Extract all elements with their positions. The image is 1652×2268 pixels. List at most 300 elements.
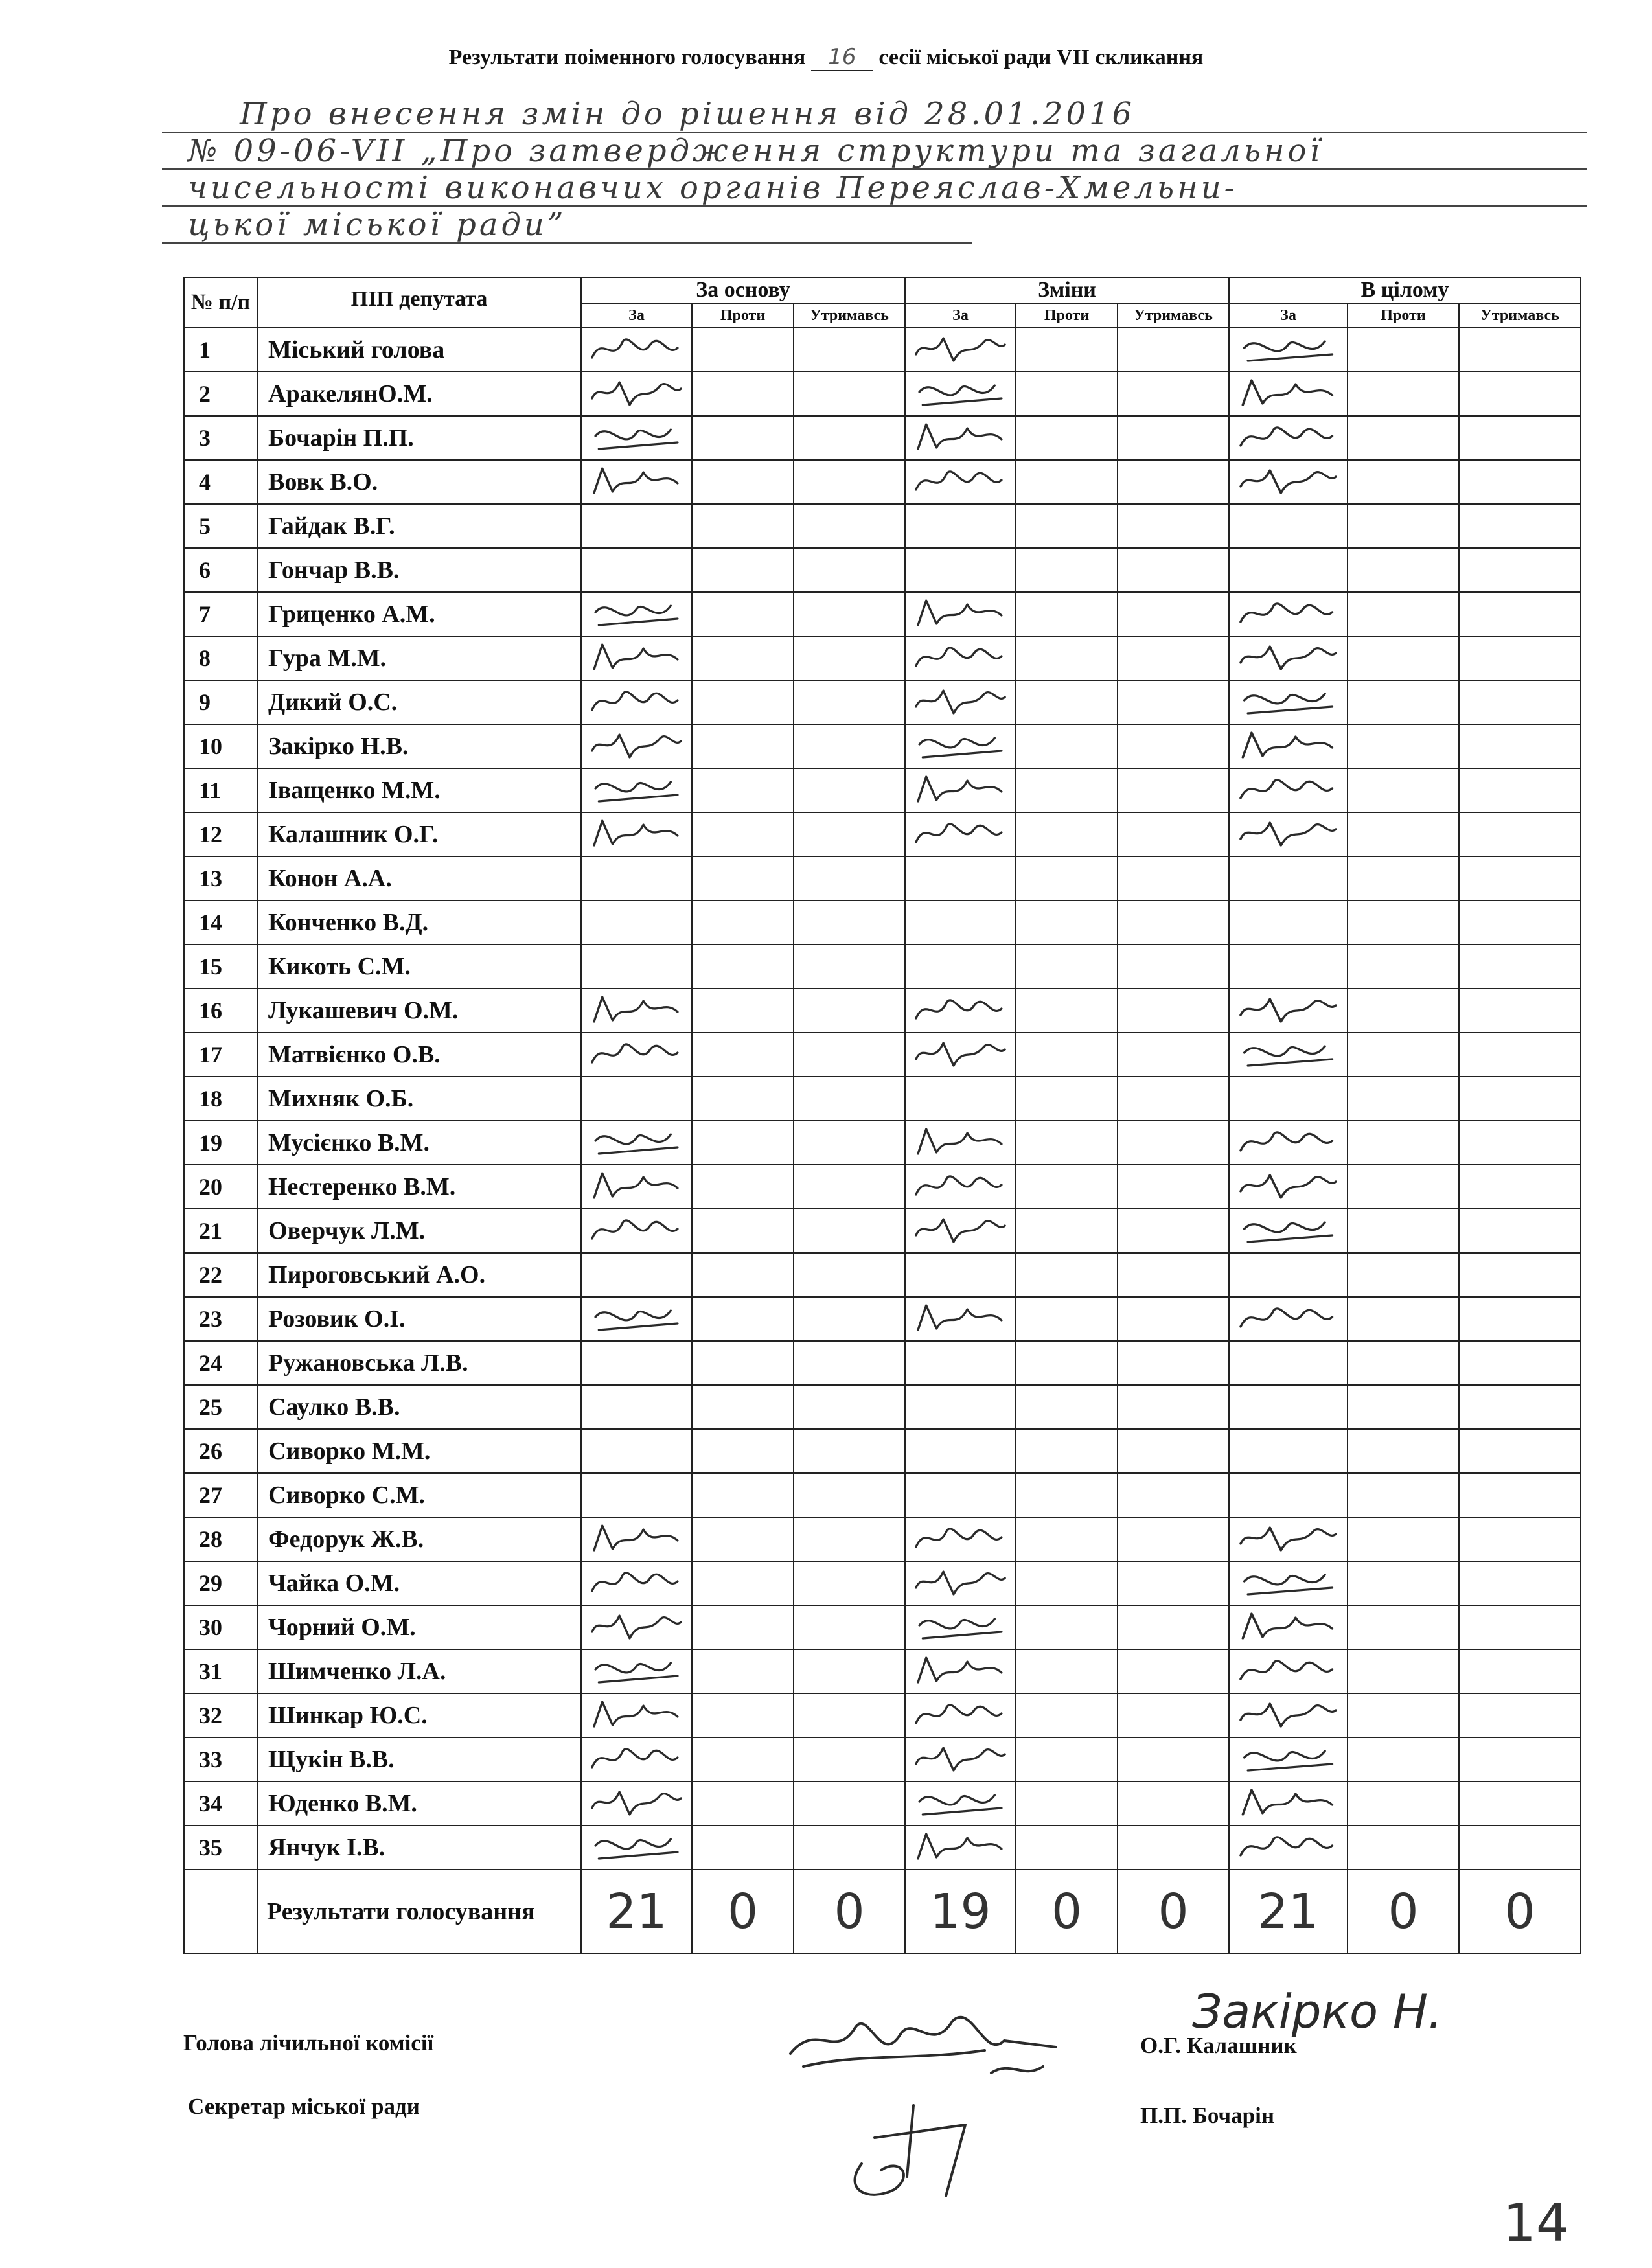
vote-cell-whole-against [1348, 768, 1459, 812]
row-number: 8 [184, 636, 257, 680]
table-row [184, 1693, 1581, 1737]
row-number: 5 [184, 504, 257, 548]
vote-cell-whole-against [1348, 548, 1459, 592]
deputy-name: Лукашевич О.М. [257, 989, 581, 1033]
vote-cell-changes-abstain [1118, 1781, 1229, 1826]
signature-mark [1230, 328, 1347, 371]
signature-mark [1230, 1694, 1347, 1737]
vote-cell-whole-against [1348, 504, 1459, 548]
vote-cell-changes-against [1016, 1077, 1118, 1121]
vote-cell-changes-abstain [1118, 1561, 1229, 1605]
signature-mark [1230, 461, 1347, 503]
signature-mark [582, 593, 691, 636]
signature-mark [1230, 769, 1347, 812]
vote-cell-whole-against [1348, 1561, 1459, 1605]
vote-cell-whole-for [1229, 592, 1348, 636]
vote-cell-changes-against [1016, 328, 1118, 372]
vote-cell-whole-abstain [1459, 1033, 1581, 1077]
vote-cell-whole-against [1348, 1737, 1459, 1781]
deputy-name: Ружановська Л.В. [257, 1341, 581, 1385]
vote-cell-changes-abstain [1118, 856, 1229, 900]
vote-cell-whole-against [1348, 416, 1459, 460]
deputy-name: Шимченко Л.А. [257, 1649, 581, 1693]
signature-mark [906, 1518, 1015, 1561]
vote-cell-whole-abstain [1459, 1341, 1581, 1385]
vote-cell-changes-against [1016, 416, 1118, 460]
deputy-name: Закірко Н.В. [257, 724, 581, 768]
vote-cell-changes-abstain [1118, 1033, 1229, 1077]
vote-cell-whole-abstain [1459, 1165, 1581, 1209]
vote-cell-basis-against [692, 1253, 794, 1297]
table-row [184, 900, 1581, 945]
vote-cell-changes-against [1016, 372, 1118, 416]
vote-cell-whole-abstain [1459, 416, 1581, 460]
vote-cell-whole-abstain [1459, 1517, 1581, 1561]
vote-cell-changes-abstain [1118, 724, 1229, 768]
vote-cell-whole-against [1348, 1385, 1459, 1429]
vote-cell-basis-for [581, 1385, 692, 1429]
vote-cell-basis-for [581, 504, 692, 548]
vote-cell-changes-against [1016, 1737, 1118, 1781]
vote-cell-basis-against [692, 1826, 794, 1870]
vote-cell-basis-abstain [794, 1517, 905, 1561]
vote-cell-changes-for [905, 1385, 1016, 1429]
signature-mark [582, 1562, 691, 1605]
vote-cell-whole-abstain [1459, 1561, 1581, 1605]
vote-cell-basis-abstain [794, 812, 905, 856]
vote-cell-basis-for [581, 900, 692, 945]
table-row [184, 856, 1581, 900]
vote-cell-changes-abstain [1118, 1737, 1229, 1781]
vote-cell-basis-for [581, 1826, 692, 1870]
row-number: 28 [184, 1517, 257, 1561]
secretary-signature [836, 2099, 991, 2203]
vote-cell-whole-for [1229, 1297, 1348, 1341]
table-row [184, 1297, 1581, 1341]
vote-cell-changes-for [905, 1121, 1016, 1165]
vote-cell-whole-for [1229, 460, 1348, 504]
row-number: 2 [184, 372, 257, 416]
vote-cell-basis-abstain [794, 1341, 905, 1385]
row-number: 6 [184, 548, 257, 592]
vote-cell-basis-abstain [794, 1473, 905, 1517]
vote-cell-basis-abstain [794, 1033, 905, 1077]
vote-cell-whole-against [1348, 1297, 1459, 1341]
vote-cell-whole-against [1348, 900, 1459, 945]
vote-cell-changes-against [1016, 1693, 1118, 1737]
vote-cell-whole-abstain [1459, 1121, 1581, 1165]
vote-cell-changes-abstain [1118, 1209, 1229, 1253]
vote-cell-basis-abstain [794, 768, 905, 812]
vote-cell-basis-abstain [794, 416, 905, 460]
vote-cell-basis-for [581, 856, 692, 900]
vote-cell-basis-against [692, 1473, 794, 1517]
vote-cell-basis-for [581, 1209, 692, 1253]
vote-cell-basis-for [581, 328, 692, 372]
vote-cell-whole-abstain [1459, 812, 1581, 856]
vote-cell-changes-for [905, 1561, 1016, 1605]
table-row [184, 724, 1581, 768]
signature-mark [906, 813, 1015, 856]
row-number: 10 [184, 724, 257, 768]
vote-cell-whole-for [1229, 504, 1348, 548]
vote-cell-whole-against [1348, 592, 1459, 636]
vote-cell-basis-abstain [794, 328, 905, 372]
vote-cell-basis-abstain [794, 1605, 905, 1649]
signature-mark [1230, 372, 1347, 415]
row-number: 20 [184, 1165, 257, 1209]
vote-cell-basis-against [692, 989, 794, 1033]
vote-cell-whole-against [1348, 1517, 1459, 1561]
vote-cell-changes-abstain [1118, 592, 1229, 636]
vote-cell-basis-abstain [794, 1253, 905, 1297]
deputy-name: Щукін В.В. [257, 1737, 581, 1781]
page-number: 14 [1503, 2193, 1569, 2253]
subheader-for: За [581, 303, 692, 328]
vote-cell-basis-against [692, 504, 794, 548]
signature-mark [1230, 1650, 1347, 1693]
table-row [184, 328, 1581, 372]
vote-cell-basis-abstain [794, 945, 905, 989]
table-row [184, 680, 1581, 724]
vote-cell-changes-against [1016, 504, 1118, 548]
signature-mark [1230, 1782, 1347, 1825]
row-number: 14 [184, 900, 257, 945]
vote-cell-whole-against [1348, 1077, 1459, 1121]
vote-cell-basis-for [581, 1693, 692, 1737]
vote-cell-basis-for [581, 1561, 692, 1605]
vote-cell-whole-for [1229, 1517, 1348, 1561]
deputy-name: Оверчук Л.М. [257, 1209, 581, 1253]
signature-mark [582, 1694, 691, 1737]
vote-cell-basis-for [581, 1605, 692, 1649]
table-row [184, 1033, 1581, 1077]
row-number: 3 [184, 416, 257, 460]
vote-cell-changes-against [1016, 548, 1118, 592]
row-number: 15 [184, 945, 257, 989]
vote-cell-whole-abstain [1459, 768, 1581, 812]
row-number: 25 [184, 1385, 257, 1429]
roll-call-table [183, 277, 1581, 1954]
vote-cell-whole-abstain [1459, 856, 1581, 900]
vote-cell-whole-abstain [1459, 1781, 1581, 1826]
row-number: 11 [184, 768, 257, 812]
vote-cell-changes-against [1016, 1429, 1118, 1473]
vote-cell-whole-for [1229, 1165, 1348, 1209]
vote-cell-basis-against [692, 1561, 794, 1605]
deputy-name: Гура М.М. [257, 636, 581, 680]
vote-cell-basis-abstain [794, 592, 905, 636]
vote-cell-basis-against [692, 460, 794, 504]
vote-cell-basis-abstain [794, 548, 905, 592]
vote-cell-basis-against [692, 1341, 794, 1385]
vote-cell-basis-abstain [794, 1826, 905, 1870]
vote-cell-changes-for [905, 1517, 1016, 1561]
vote-cell-basis-abstain [794, 1649, 905, 1693]
vote-cell-changes-abstain [1118, 1165, 1229, 1209]
vote-cell-whole-abstain [1459, 1429, 1581, 1473]
vote-cell-whole-abstain [1459, 1473, 1581, 1517]
signature-mark [1230, 417, 1347, 459]
vote-cell-whole-against [1348, 1033, 1459, 1077]
signature-mark [906, 328, 1015, 371]
vote-cell-changes-for [905, 1605, 1016, 1649]
signature-mark [906, 593, 1015, 636]
table-row [184, 1341, 1581, 1385]
vote-cell-whole-against [1348, 856, 1459, 900]
vote-cell-whole-for [1229, 328, 1348, 372]
signature-mark [582, 372, 691, 415]
deputy-name: Конон А.А. [257, 856, 581, 900]
row-number: 30 [184, 1605, 257, 1649]
vote-cell-changes-for [905, 416, 1016, 460]
vote-cell-changes-for [905, 504, 1016, 548]
vote-cell-whole-against [1348, 636, 1459, 680]
vote-cell-whole-abstain [1459, 1693, 1581, 1737]
result-whole-against: 0 [1348, 1870, 1459, 1954]
vote-cell-basis-for [581, 460, 692, 504]
signature-mark [906, 1121, 1015, 1164]
vote-cell-changes-for [905, 328, 1016, 372]
signature-mark [582, 813, 691, 856]
vote-cell-basis-against [692, 1033, 794, 1077]
vote-cell-whole-abstain [1459, 1209, 1581, 1253]
signature-mark [1230, 1518, 1347, 1561]
vote-cell-basis-abstain [794, 1077, 905, 1121]
vote-cell-basis-abstain [794, 900, 905, 945]
session-number: 16 [811, 44, 873, 71]
vote-cell-basis-against [692, 1517, 794, 1561]
vote-cell-basis-for [581, 680, 692, 724]
row-number: 26 [184, 1429, 257, 1473]
table-row [184, 460, 1581, 504]
signature-mark [906, 725, 1015, 768]
vote-cell-basis-for [581, 1649, 692, 1693]
vote-cell-whole-for [1229, 372, 1348, 416]
signature-mark [1230, 1209, 1347, 1252]
vote-cell-basis-against [692, 1649, 794, 1693]
vote-cell-basis-for [581, 812, 692, 856]
vote-cell-basis-against [692, 1165, 794, 1209]
vote-cell-whole-for [1229, 680, 1348, 724]
signature-mark [906, 637, 1015, 680]
table-row [184, 1826, 1581, 1870]
header-group-whole: В цілому [1229, 277, 1581, 303]
vote-cell-whole-against [1348, 1649, 1459, 1693]
vote-cell-whole-for [1229, 1826, 1348, 1870]
vote-cell-changes-abstain [1118, 1826, 1229, 1870]
vote-cell-basis-against [692, 1693, 794, 1737]
vote-cell-basis-against [692, 1385, 794, 1429]
deputy-name: Федорук Ж.В. [257, 1517, 581, 1561]
commission-chair-name: О.Г. Калашник [1140, 2033, 1297, 2058]
vote-cell-whole-against [1348, 945, 1459, 989]
vote-cell-changes-for [905, 1693, 1016, 1737]
deputy-name: Міський голова [257, 328, 581, 372]
vote-cell-whole-abstain [1459, 724, 1581, 768]
vote-cell-whole-for [1229, 1649, 1348, 1693]
vote-cell-changes-for [905, 372, 1016, 416]
signature-mark [582, 1033, 691, 1076]
vote-cell-basis-for [581, 989, 692, 1033]
vote-cell-whole-abstain [1459, 636, 1581, 680]
signature-mark [582, 989, 691, 1032]
vote-cell-basis-abstain [794, 1561, 905, 1605]
vote-cell-basis-abstain [794, 989, 905, 1033]
title-prefix: Результати поіменного голосування [448, 45, 806, 69]
vote-cell-basis-for [581, 1781, 692, 1826]
signature-mark [906, 1650, 1015, 1693]
result-changes-for: 19 [905, 1870, 1016, 1954]
vote-cell-changes-for [905, 1781, 1016, 1826]
vote-cell-whole-against [1348, 1693, 1459, 1737]
vote-cell-basis-abstain [794, 1737, 905, 1781]
vote-cell-changes-abstain [1118, 636, 1229, 680]
vote-cell-basis-against [692, 1077, 794, 1121]
vote-cell-whole-abstain [1459, 945, 1581, 989]
vote-cell-whole-for [1229, 1121, 1348, 1165]
vote-cell-changes-for [905, 1033, 1016, 1077]
vote-cell-basis-for [581, 768, 692, 812]
vote-cell-basis-against [692, 372, 794, 416]
vote-cell-basis-abstain [794, 1165, 905, 1209]
vote-cell-whole-against [1348, 680, 1459, 724]
vote-cell-basis-for [581, 1077, 692, 1121]
deputy-name: Пироговський А.О. [257, 1253, 581, 1297]
vote-cell-changes-against [1016, 1209, 1118, 1253]
signature-mark [1230, 989, 1347, 1032]
vote-cell-changes-for [905, 724, 1016, 768]
vote-cell-basis-for [581, 1297, 692, 1341]
header-group-basis: За основу [581, 277, 905, 303]
vote-cell-changes-abstain [1118, 1253, 1229, 1297]
vote-cell-basis-against [692, 548, 794, 592]
vote-cell-changes-abstain [1118, 1121, 1229, 1165]
signature-mark [906, 1694, 1015, 1737]
vote-cell-changes-against [1016, 900, 1118, 945]
deputy-name: Кикоть С.М. [257, 945, 581, 989]
vote-cell-whole-abstain [1459, 1253, 1581, 1297]
vote-cell-changes-against [1016, 1781, 1118, 1826]
vote-cell-changes-against [1016, 1517, 1118, 1561]
vote-cell-changes-against [1016, 768, 1118, 812]
table-row [184, 768, 1581, 812]
row-number: 13 [184, 856, 257, 900]
deputy-name: Юденко В.М. [257, 1781, 581, 1826]
commission-signature [777, 1982, 1069, 2086]
table-row [184, 1385, 1581, 1429]
table-row [184, 1253, 1581, 1297]
table-row [184, 636, 1581, 680]
signature-mark [582, 1606, 691, 1649]
deputy-name: Чорний О.М. [257, 1605, 581, 1649]
signature-mark [582, 725, 691, 768]
vote-cell-whole-for [1229, 416, 1348, 460]
result-basis-against: 0 [692, 1870, 794, 1954]
vote-cell-basis-abstain [794, 1209, 905, 1253]
vote-cell-whole-against [1348, 1121, 1459, 1165]
vote-cell-basis-for [581, 592, 692, 636]
table-row [184, 1165, 1581, 1209]
deputy-name: Конченко В.Д. [257, 900, 581, 945]
vote-cell-basis-for [581, 636, 692, 680]
subheader-for: За [905, 303, 1016, 328]
vote-cell-changes-against [1016, 1649, 1118, 1693]
results-number-cell [184, 1870, 257, 1954]
signature-mark [582, 637, 691, 680]
row-number: 4 [184, 460, 257, 504]
vote-cell-changes-abstain [1118, 1605, 1229, 1649]
vote-cell-changes-for [905, 1341, 1016, 1385]
deputy-name: Розовик О.І. [257, 1297, 581, 1341]
vote-cell-changes-for [905, 812, 1016, 856]
table-row [184, 812, 1581, 856]
vote-cell-changes-for [905, 1253, 1016, 1297]
vote-cell-whole-for [1229, 1253, 1348, 1297]
vote-cell-basis-for [581, 1253, 692, 1297]
vote-cell-changes-against [1016, 1033, 1118, 1077]
table-row [184, 945, 1581, 989]
vote-cell-basis-against [692, 328, 794, 372]
table-row [184, 1429, 1581, 1473]
vote-cell-basis-against [692, 856, 794, 900]
signature-mark [906, 1209, 1015, 1252]
vote-cell-basis-against [692, 768, 794, 812]
subheader-abstain: Утримавсь [1118, 303, 1229, 328]
row-number: 9 [184, 680, 257, 724]
vote-cell-basis-abstain [794, 856, 905, 900]
vote-cell-whole-abstain [1459, 328, 1581, 372]
vote-cell-basis-for [581, 548, 692, 592]
signature-mark [906, 989, 1015, 1032]
vote-cell-changes-against [1016, 1561, 1118, 1605]
vote-cell-whole-for [1229, 1605, 1348, 1649]
vote-cell-changes-abstain [1118, 504, 1229, 548]
signature-mark [1230, 637, 1347, 680]
vote-cell-basis-abstain [794, 1297, 905, 1341]
signature-mark [1230, 725, 1347, 768]
result-basis-for: 21 [581, 1870, 692, 1954]
vote-cell-basis-against [692, 1781, 794, 1826]
signature-mark [582, 461, 691, 503]
result-changes-against: 0 [1016, 1870, 1118, 1954]
vote-cell-whole-against [1348, 1605, 1459, 1649]
vote-cell-changes-for [905, 1077, 1016, 1121]
vote-cell-basis-against [692, 1605, 794, 1649]
vote-cell-changes-abstain [1118, 680, 1229, 724]
vote-cell-basis-against [692, 1429, 794, 1473]
signature-mark [582, 681, 691, 724]
signature-mark [1230, 593, 1347, 636]
deputy-name: Михняк О.Б. [257, 1077, 581, 1121]
table-row [184, 548, 1581, 592]
header-number: № п/п [184, 277, 257, 328]
signature-mark [582, 1298, 691, 1340]
vote-cell-whole-against [1348, 1253, 1459, 1297]
signature-mark [582, 1209, 691, 1252]
vote-cell-changes-for [905, 945, 1016, 989]
table-row [184, 1737, 1581, 1781]
vote-cell-whole-abstain [1459, 1826, 1581, 1870]
vote-cell-changes-abstain [1118, 1297, 1229, 1341]
vote-cell-whole-for [1229, 1693, 1348, 1737]
vote-cell-changes-for [905, 680, 1016, 724]
table-row [184, 504, 1581, 548]
vote-cell-changes-against [1016, 1253, 1118, 1297]
signature-mark [1230, 1033, 1347, 1076]
vote-cell-changes-for [905, 460, 1016, 504]
vote-cell-changes-against [1016, 724, 1118, 768]
